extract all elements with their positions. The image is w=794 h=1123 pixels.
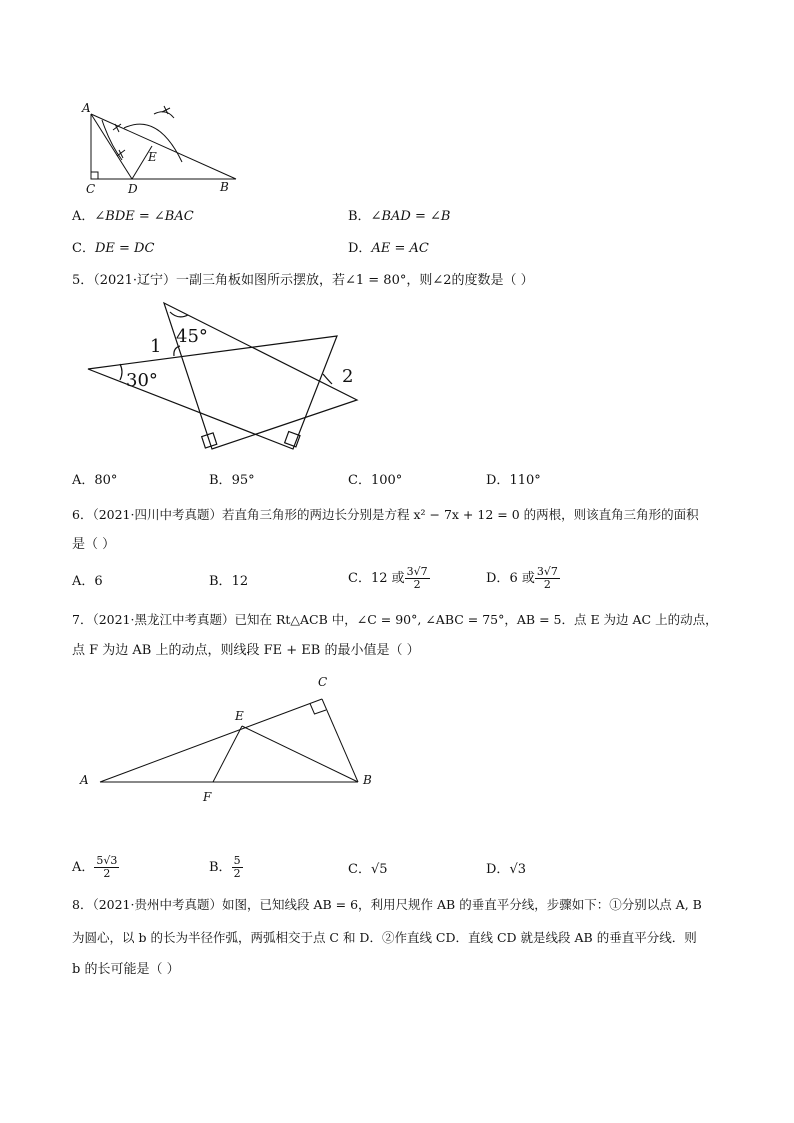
construction-arc-3 xyxy=(154,112,174,118)
triangle-45 xyxy=(164,303,357,449)
q7-stem-line2: 点 F 为边 AB 上的动点，则线段 FE + EB 的最小值是（ ） xyxy=(72,643,420,658)
q4-option-a: A．∠BDE = ∠BAC xyxy=(72,209,194,224)
triangle-30 xyxy=(88,336,337,449)
fig7-label-c: C xyxy=(318,675,328,689)
q7-option-b: B． $\frac{5}{2}$ xyxy=(209,854,241,880)
q5-option-c: C．100° xyxy=(348,473,403,488)
q6-option-a: A．6 xyxy=(72,574,103,589)
q6-fraction-c: $\frac{3√7}{2}$ xyxy=(406,565,428,591)
q4-option-b: B．∠BAD = ∠B xyxy=(348,209,451,224)
angle-arc-2 xyxy=(323,374,332,384)
label-45-degree: 45° xyxy=(176,326,208,347)
q7-figure xyxy=(74,670,384,810)
q8-stem-line2: 为圆心，以 b 的长为半径作弧，两弧相交于点 C 和 D．②作直线 CD．直线 CD 就是线段 AB 的垂直平分线．则 xyxy=(72,930,697,945)
angle-arc-30 xyxy=(120,364,122,380)
right-angle-mark xyxy=(91,172,98,179)
q5-option-d: D．110° xyxy=(486,473,541,488)
segment-ab xyxy=(91,114,236,179)
q6-fraction-d: $\frac{3√7}{2}$ xyxy=(536,565,558,591)
label-30-degree: 30° xyxy=(126,370,158,391)
q8-stem-line3: b 的长可能是（ ） xyxy=(72,962,180,977)
fig4-label-e: E xyxy=(148,150,157,164)
q6-option-b: B．12 xyxy=(209,574,249,589)
q7-option-d: D．√3 xyxy=(486,862,526,877)
fig7-label-f: F xyxy=(203,790,212,804)
q6-stem-line2: 是（ ） xyxy=(72,537,116,552)
segment-cb xyxy=(322,699,358,782)
label-angle-2: 2 xyxy=(342,366,354,387)
label-angle-1: 1 xyxy=(150,336,162,357)
q7-option-a: A． $\frac{5√3}{2}$ xyxy=(72,854,118,880)
fig4-label-c: C xyxy=(86,182,96,196)
q7-fraction-a: $\frac{5√3}{2}$ xyxy=(96,854,118,880)
q7-fraction-b: $\frac{5}{2}$ xyxy=(233,854,241,880)
q6-option-d: D．6 或 $\frac{3√7}{2}$ xyxy=(486,565,558,591)
q5-option-b: B．95° xyxy=(209,473,255,488)
construction-tick-3 xyxy=(162,106,170,114)
right-angle-mark xyxy=(310,704,326,715)
fig4-label-a: A xyxy=(82,101,91,115)
right-angle-mark-2 xyxy=(285,431,300,446)
segment-ad xyxy=(91,114,132,179)
q7-stem-line1: 7．（2021·黑龙江中考真题）已知在 Rt△ACB 中，∠C = 90°, ∠ABC = 75°，AB = 5．点 E 为边 AC 上的动点， xyxy=(72,612,718,627)
q5-figure xyxy=(80,296,380,458)
q6-option-c: C．12 或 $\frac{3√7}{2}$ xyxy=(348,565,428,591)
segment-eb xyxy=(242,726,358,782)
fig4-label-d: D xyxy=(128,182,138,196)
fig7-label-e: E xyxy=(235,709,244,723)
q6-stem-line1: 6．（2021·四川中考真题）若直角三角形的两边长分别是方程 x² − 7x + 12 = 0 的两根，则该直角三角形的面积 xyxy=(72,507,699,522)
q5-stem: 5．（2021·辽宁）一副三角板如图所示摆放，若∠1 = 80°，则∠2的度数是（ ） xyxy=(72,273,534,288)
q8-stem-line1: 8．（2021·贵州中考真题）如图，已知线段 AB = 6，利用尺规作 AB 的垂直平分线，步骤如下：①分别以点 A, B xyxy=(72,897,702,912)
q4-figure xyxy=(80,100,250,196)
q5-option-a: A．80° xyxy=(72,473,118,488)
q4-option-d: D．AE = AC xyxy=(348,241,429,256)
fig4-label-b: B xyxy=(220,180,229,194)
angle-arc-45 xyxy=(170,312,188,317)
fig7-label-b: B xyxy=(363,773,372,787)
q7-option-c: C．√5 xyxy=(348,862,388,877)
q4-option-c: C．DE = DC xyxy=(72,241,155,256)
segment-ac xyxy=(100,699,322,782)
fig7-label-a: A xyxy=(80,773,89,787)
